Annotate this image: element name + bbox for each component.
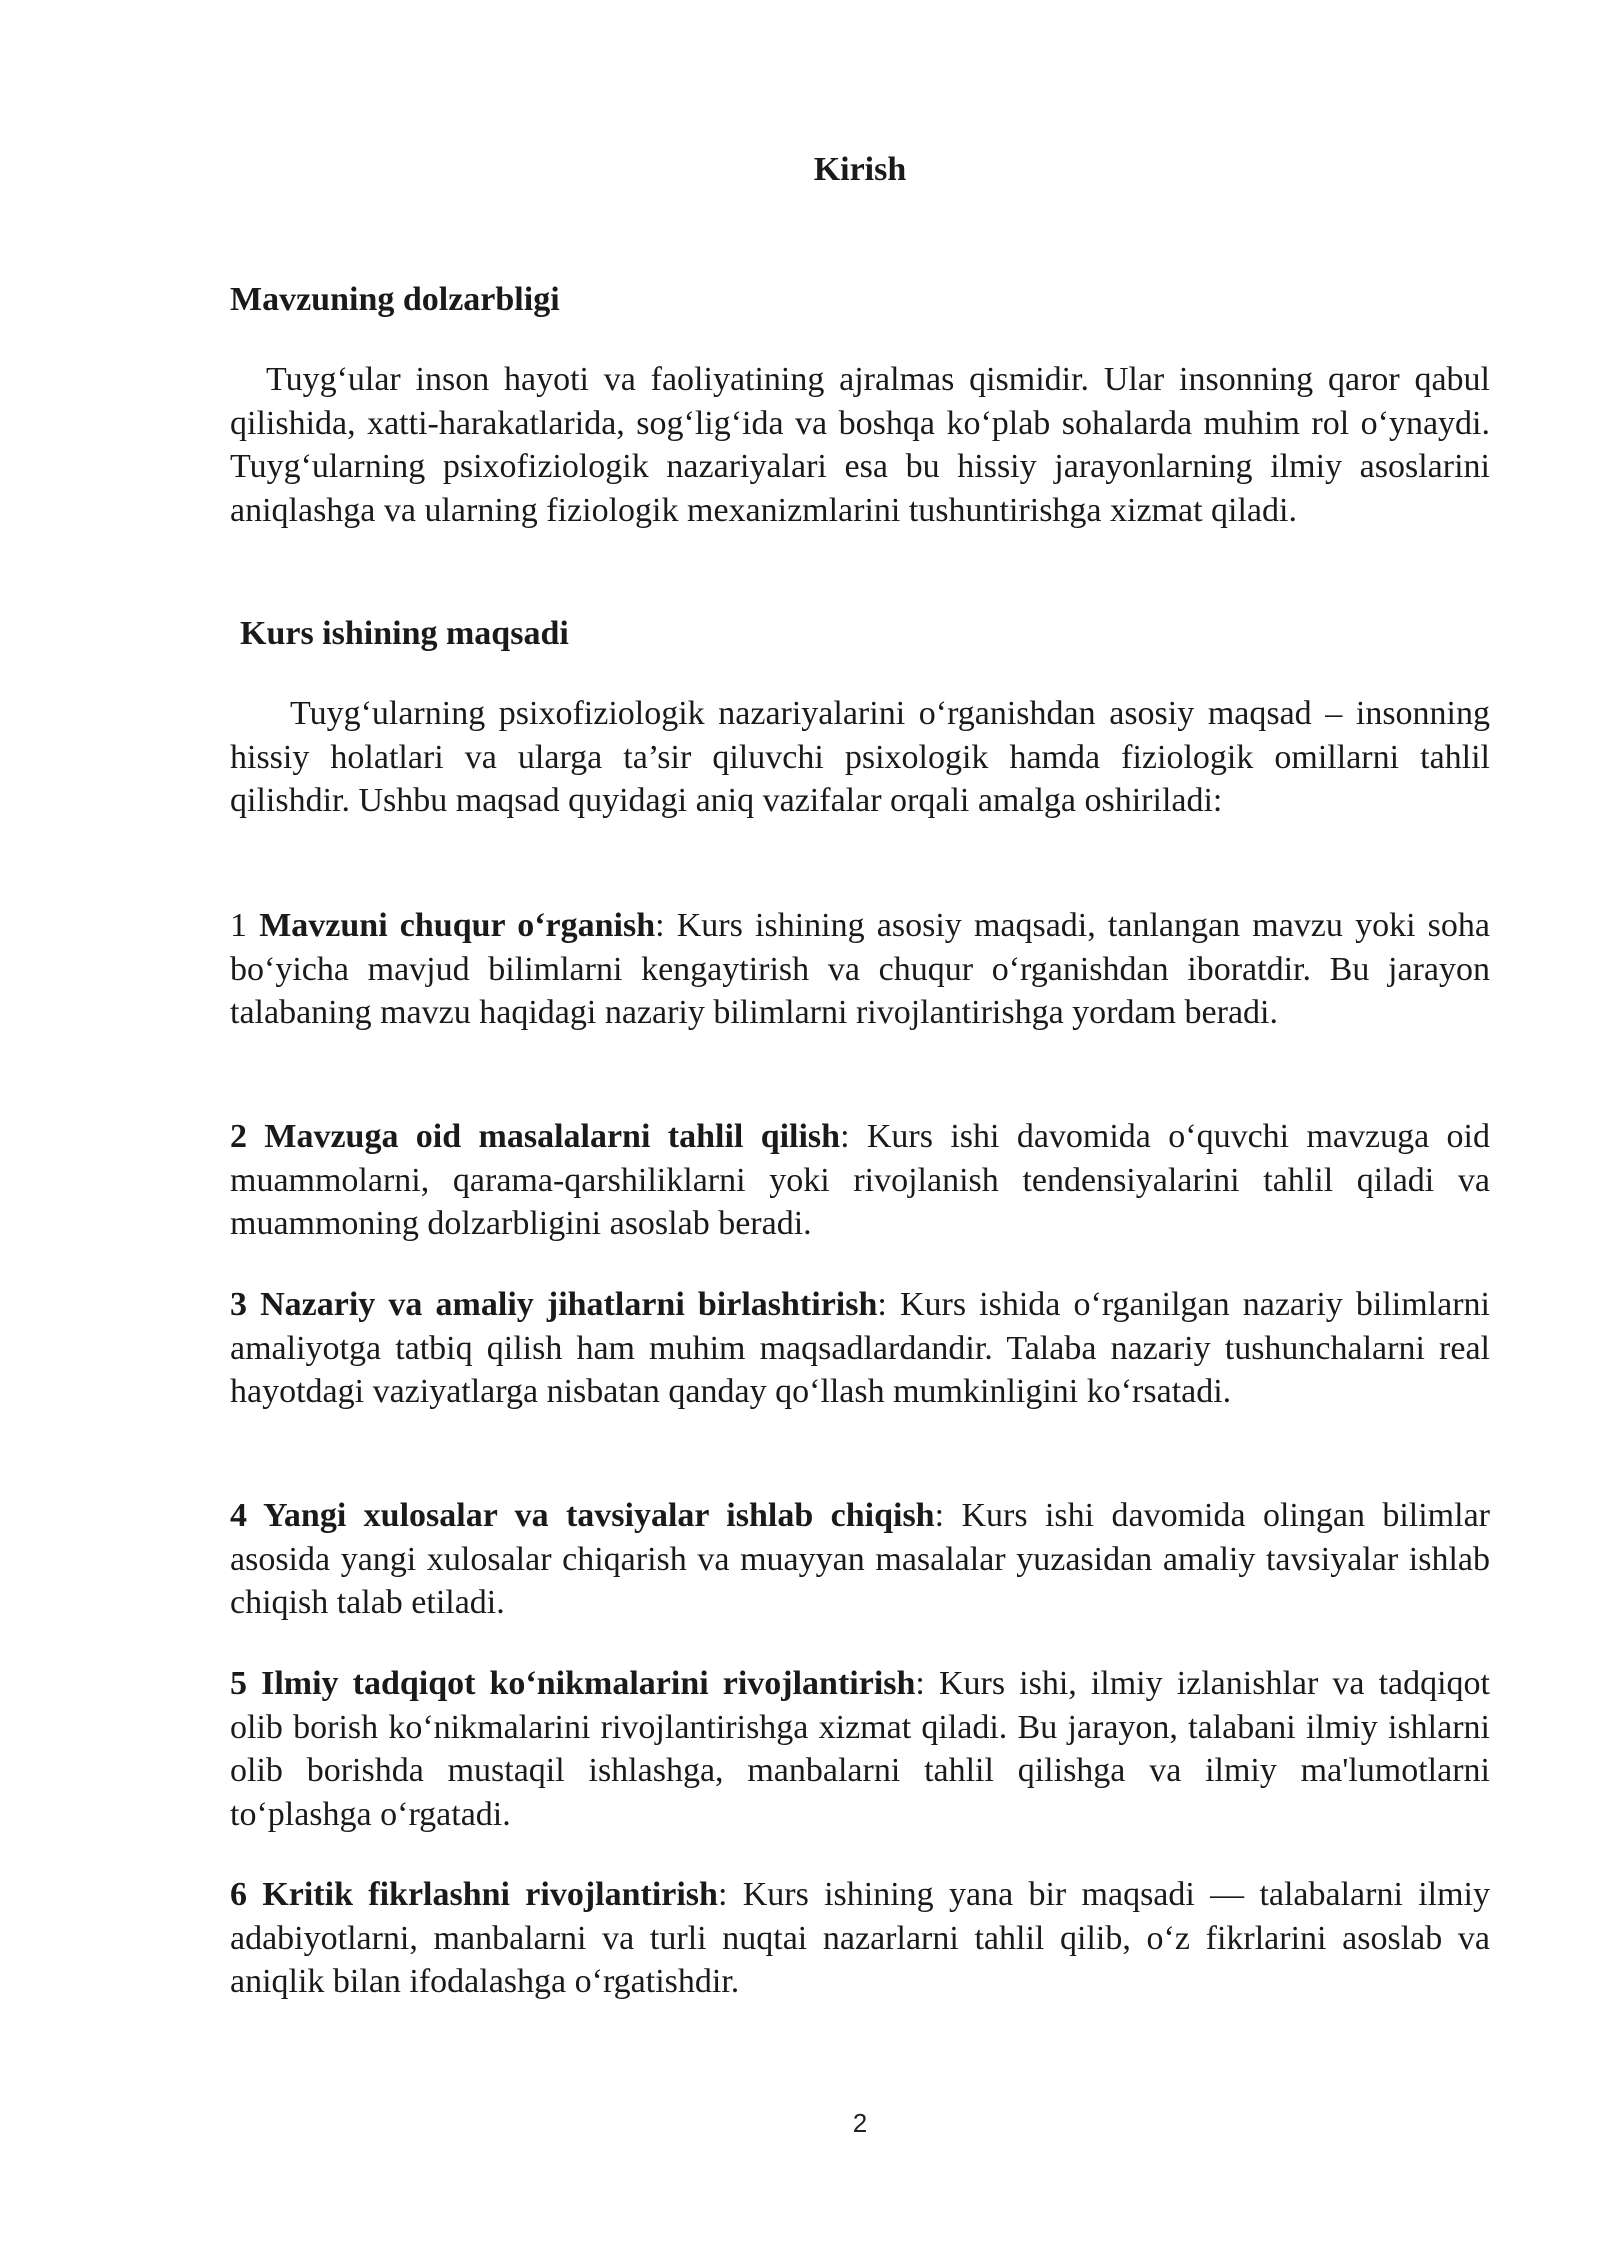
list-item-1 xyxy=(230,904,1490,1035)
page-title: Kirish xyxy=(813,151,907,188)
list-item-text: : Kurs ishi davomida olingan bilimlar asosida yangi xulosalar chiqarish va muayyan masalalar yuzasidan amaliy tavsiyalar ishlab chiqish talab etiladi. xyxy=(230,1497,1490,1621)
section-heading-relevance: Mavzuning dolzarbligi xyxy=(230,281,560,318)
list-item-number: 2 xyxy=(230,1118,247,1155)
list-item-number: 5 xyxy=(230,1665,247,1702)
list-item-title: Mavzuni chuqur o‘rganish xyxy=(259,907,656,944)
list-item-title: Mavzuga oid masalalarni tahlil qilish xyxy=(264,1118,841,1155)
list-item-title: Kritik fikrlashni rivojlantirish xyxy=(262,1876,718,1913)
list-item-4 xyxy=(230,1494,1490,1625)
list-item-text: : Kurs ishi, ilmiy izlanishlar va tadqiqot olib borish ko‘nikmalarini rivojlantirishga xizmat qiladi. Bu jarayon, talabani ilmiy ishlarni olib borishda mustaqil ishlashga, manbalarni tahlil qilishga va ilmiy ma'lumotlarni to‘plashga o‘rgatadi. xyxy=(230,1665,1490,1833)
list-item-5 xyxy=(230,1662,1490,1836)
paragraph-goal: Tuyg‘ularning psixofiziologik nazariyalarini o‘rganishdan asosiy maqsad – insonning hissiy holatlari va ularga ta’sir qiluvchi psixologik hamda fiziologik omillarni tahlil qilishdir. Ushbu maqsad quyidagi aniq vazifalar orqali amalga oshiriladi: xyxy=(230,695,1490,819)
paragraph-relevance: Tuyg‘ular inson hayoti va faoliyatining ajralmas qismidir. Ular insonning qaror qabul qilishida, xatti-harakatlarida, sog‘lig‘ida va boshqa ko‘plab sohalarda muhim rol o‘ynaydi. Tuyg‘ularning psixofiziologik nazariyalari esa bu hissiy jarayonlarning ilmiy asoslarini aniqlashga va ularning fiziologik mexanizmlarini tushuntirishga xizmat qiladi. xyxy=(230,361,1490,529)
list-item-text: : Kurs ishida o‘rganilgan nazariy bilimlarni amaliyotga tatbiq qilish ham muhim maqsadlardandir. Talaba nazariy tushunchalarni real hayotdagi vaziyatlarga nisbatan qanday qo‘llash mumkinligini ko‘rsatadi. xyxy=(230,1286,1490,1410)
list-item-number: 4 xyxy=(230,1497,247,1534)
list-item-number: 3 xyxy=(230,1286,247,1323)
list-item-3 xyxy=(230,1283,1490,1414)
list-item-6 xyxy=(230,1873,1490,2004)
page-number: 2 xyxy=(852,2108,868,2138)
list-item-text: : Kurs ishining asosiy maqsadi, tanlangan mavzu yoki soha bo‘yicha mavjud bilimlarni kengaytirish va chuqur o‘rganishdan iboratdir. Bu jarayon talabaning mavzu haqidagi nazariy bilimlarni rivojlantirishga yordam beradi. xyxy=(230,907,1491,1031)
list-item-number: 1 xyxy=(230,907,247,944)
list-item-number: 6 xyxy=(230,1876,247,1913)
list-item-title: Yangi xulosalar va tavsiyalar ishlab chiqish xyxy=(263,1497,935,1534)
list-item-title: Nazariy va amaliy jihatlarni birlashtirish xyxy=(260,1286,878,1323)
list-item-2 xyxy=(230,1115,1490,1246)
section-heading-goal: Kurs ishining maqsadi xyxy=(240,615,569,652)
list-item-text: : Kurs ishining yana bir maqsadi — talabalarni ilmiy adabiyotlarni, manbalarni va turli nuqtai nazarlarni tahlil qilib, o‘z fikrlarini asoslab va aniqlik bilan ifodalashga o‘rgatishdir. xyxy=(230,1876,1490,2000)
list-item-text: : Kurs ishi davomida o‘quvchi mavzuga oid muammolarni, qarama-qarshiliklarni yoki rivojlanish tendensiyalarini tahlil qiladi va muammoning dolzarbligini asoslab beradi. xyxy=(230,1118,1490,1242)
list-item-title: Ilmiy tadqiqot ko‘nikmalarini rivojlantirish xyxy=(261,1665,916,1702)
